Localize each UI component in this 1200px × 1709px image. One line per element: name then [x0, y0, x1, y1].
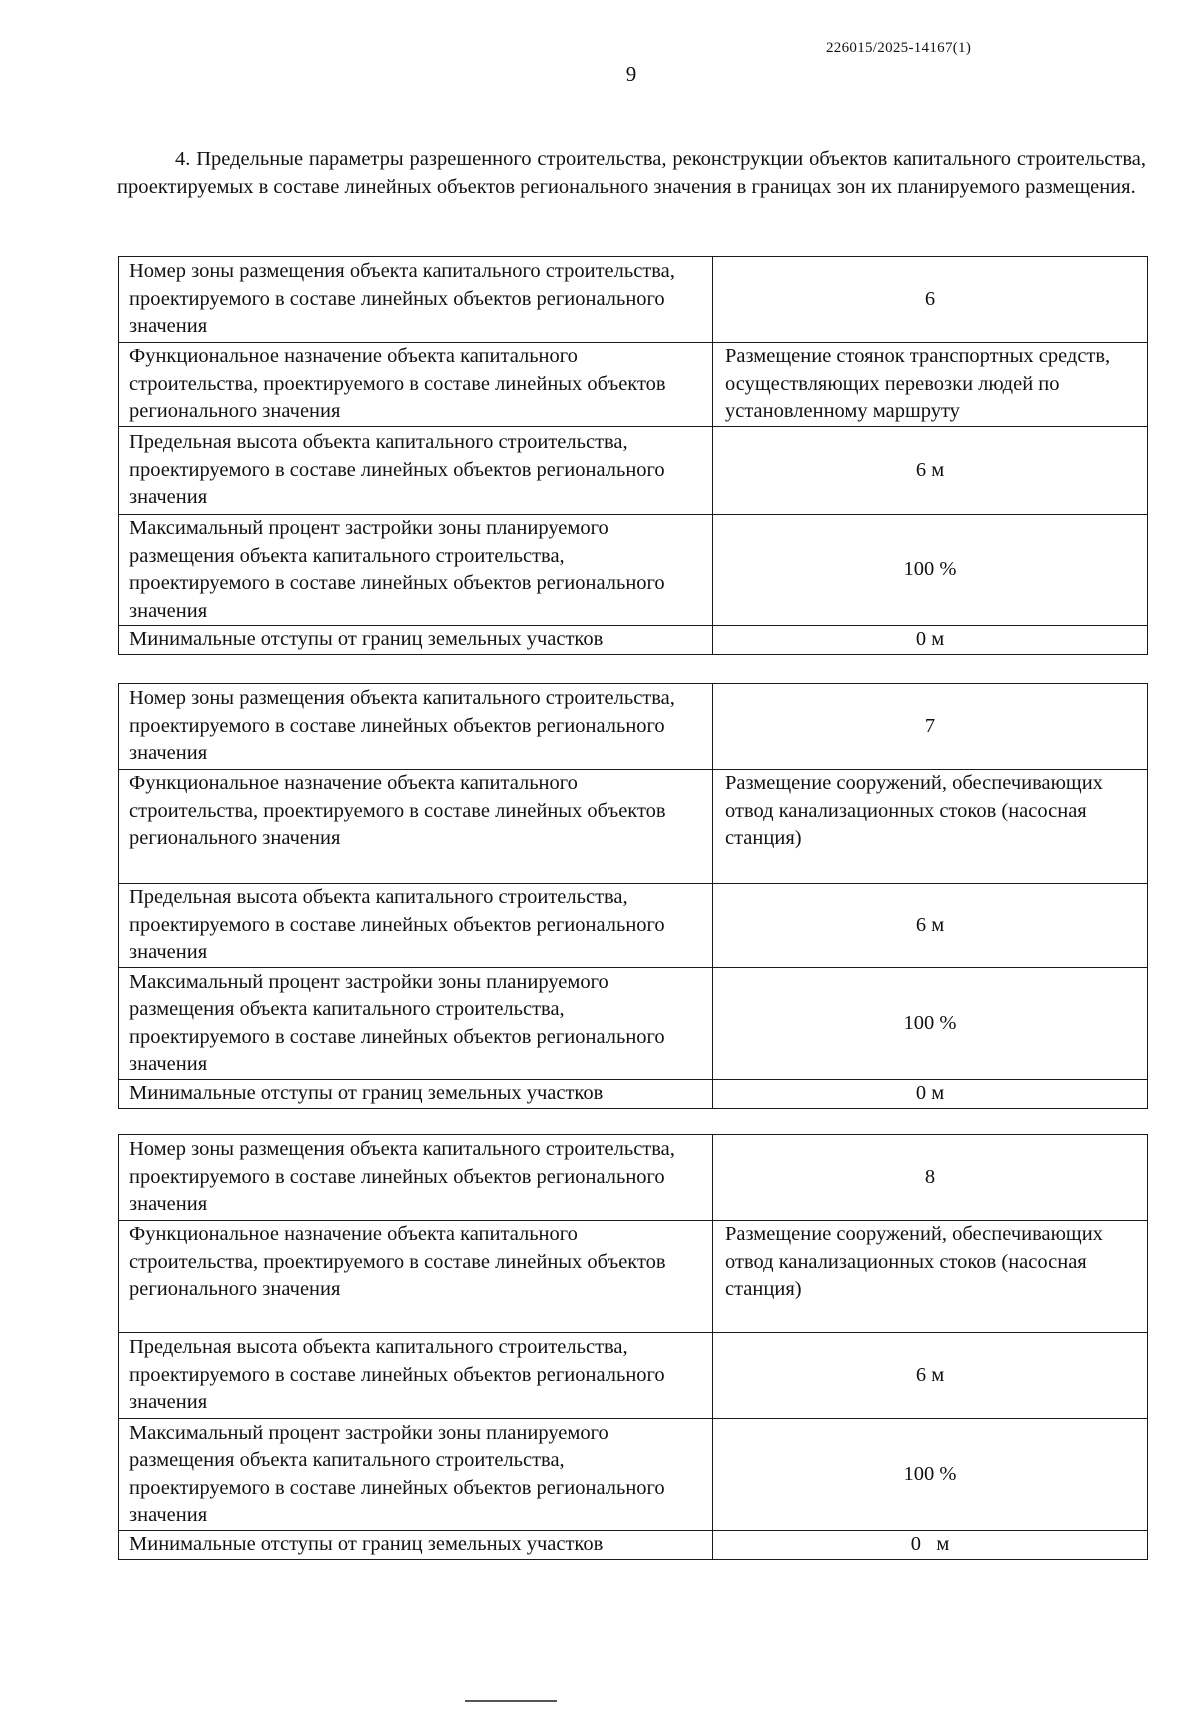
value-cell: 8 [713, 1135, 1148, 1221]
table-row [119, 1221, 1148, 1333]
table-row [119, 884, 1148, 968]
parameter-cell: Максимальный процент застройки зоны планируемого размещения объекта капитального строительства, проектируемого в составе линейных объектов регионального значения [119, 968, 713, 1080]
table-row [119, 770, 1148, 884]
parameter-cell: Номер зоны размещения объекта капитального строительства, проектируемого в составе линейных объектов регионального значения [119, 1135, 713, 1221]
parameter-cell: Предельная высота объекта капитального строительства, проектируемого в составе линейных объектов регионального значения [119, 427, 713, 515]
value-cell: 0 м [713, 1080, 1148, 1109]
table-row [119, 626, 1148, 655]
table-row [119, 1135, 1148, 1221]
zone-parameters-table [118, 1134, 1148, 1560]
value-cell: 6 м [713, 884, 1148, 968]
value-cell: 0 м [713, 626, 1148, 655]
value-cell: 6 м [713, 1333, 1148, 1419]
footer-separator [465, 1700, 557, 1706]
zone-parameters-table [118, 256, 1148, 655]
value-cell: Размещение сооружений, обеспечивающих отвод канализационных стоков (насосная станция) [713, 1221, 1148, 1333]
table-row [119, 257, 1148, 343]
parameter-cell: Предельная высота объекта капитального строительства, проектируемого в составе линейных объектов регионального значения [119, 1333, 713, 1419]
value-cell: 6 [713, 257, 1148, 343]
table-row [119, 343, 1148, 427]
parameter-cell: Максимальный процент застройки зоны планируемого размещения объекта капитального строительства, проектируемого в составе линейных объектов регионального значения [119, 515, 713, 626]
table-row [119, 427, 1148, 515]
parameter-cell: Минимальные отступы от границ земельных участков [119, 1080, 713, 1109]
intro-paragraph: 4. Предельные параметры разрешенного строительства, реконструкции объектов капитального строительства, проектируемых в составе линейных объектов регионального значения в границах зон их планируемого размещения. [117, 148, 1146, 198]
parameter-cell: Номер зоны размещения объекта капитального строительства, проектируемого в составе линейных объектов регионального значения [119, 684, 713, 770]
parameter-cell: Функциональное назначение объекта капитального строительства, проектируемого в составе линейных объектов регионального значения [119, 770, 713, 884]
value-cell: 100 % [713, 968, 1148, 1080]
table-row [119, 1080, 1148, 1109]
parameter-cell: Номер зоны размещения объекта капитального строительства, проектируемого в составе линейных объектов регионального значения [119, 257, 713, 343]
table-row [119, 515, 1148, 626]
table-row [119, 1531, 1148, 1560]
table-row [119, 1419, 1148, 1531]
value-cell: 7 [713, 684, 1148, 770]
value-cell: 0 м [713, 1531, 1148, 1560]
parameter-cell: Предельная высота объекта капитального строительства, проектируемого в составе линейных объектов регионального значения [119, 884, 713, 968]
value-cell: Размещение стоянок транспортных средств, осуществляющих перевозки людей по установленному маршруту [713, 343, 1148, 427]
parameter-cell: Максимальный процент застройки зоны планируемого размещения объекта капитального строительства, проектируемого в составе линейных объектов регионального значения [119, 1419, 713, 1531]
parameter-cell: Функциональное назначение объекта капитального строительства, проектируемого в составе линейных объектов регионального значения [119, 1221, 713, 1333]
table-row [119, 968, 1148, 1080]
parameter-cell: Минимальные отступы от границ земельных участков [119, 1531, 713, 1560]
table-row [119, 684, 1148, 770]
value-cell: 6 м [713, 427, 1148, 515]
document-number: 226015/2025-14167(1) [826, 40, 972, 56]
table-row [119, 1333, 1148, 1419]
zone-parameters-table [118, 683, 1148, 1109]
value-cell: Размещение сооружений, обеспечивающих отвод канализационных стоков (насосная станция) [713, 770, 1148, 884]
page-number: 9 [625, 62, 637, 86]
parameter-cell: Минимальные отступы от границ земельных участков [119, 626, 713, 655]
parameter-cell: Функциональное назначение объекта капитального строительства, проектируемого в составе линейных объектов регионального значения [119, 343, 713, 427]
value-cell: 100 % [713, 515, 1148, 626]
value-cell: 100 % [713, 1419, 1148, 1531]
